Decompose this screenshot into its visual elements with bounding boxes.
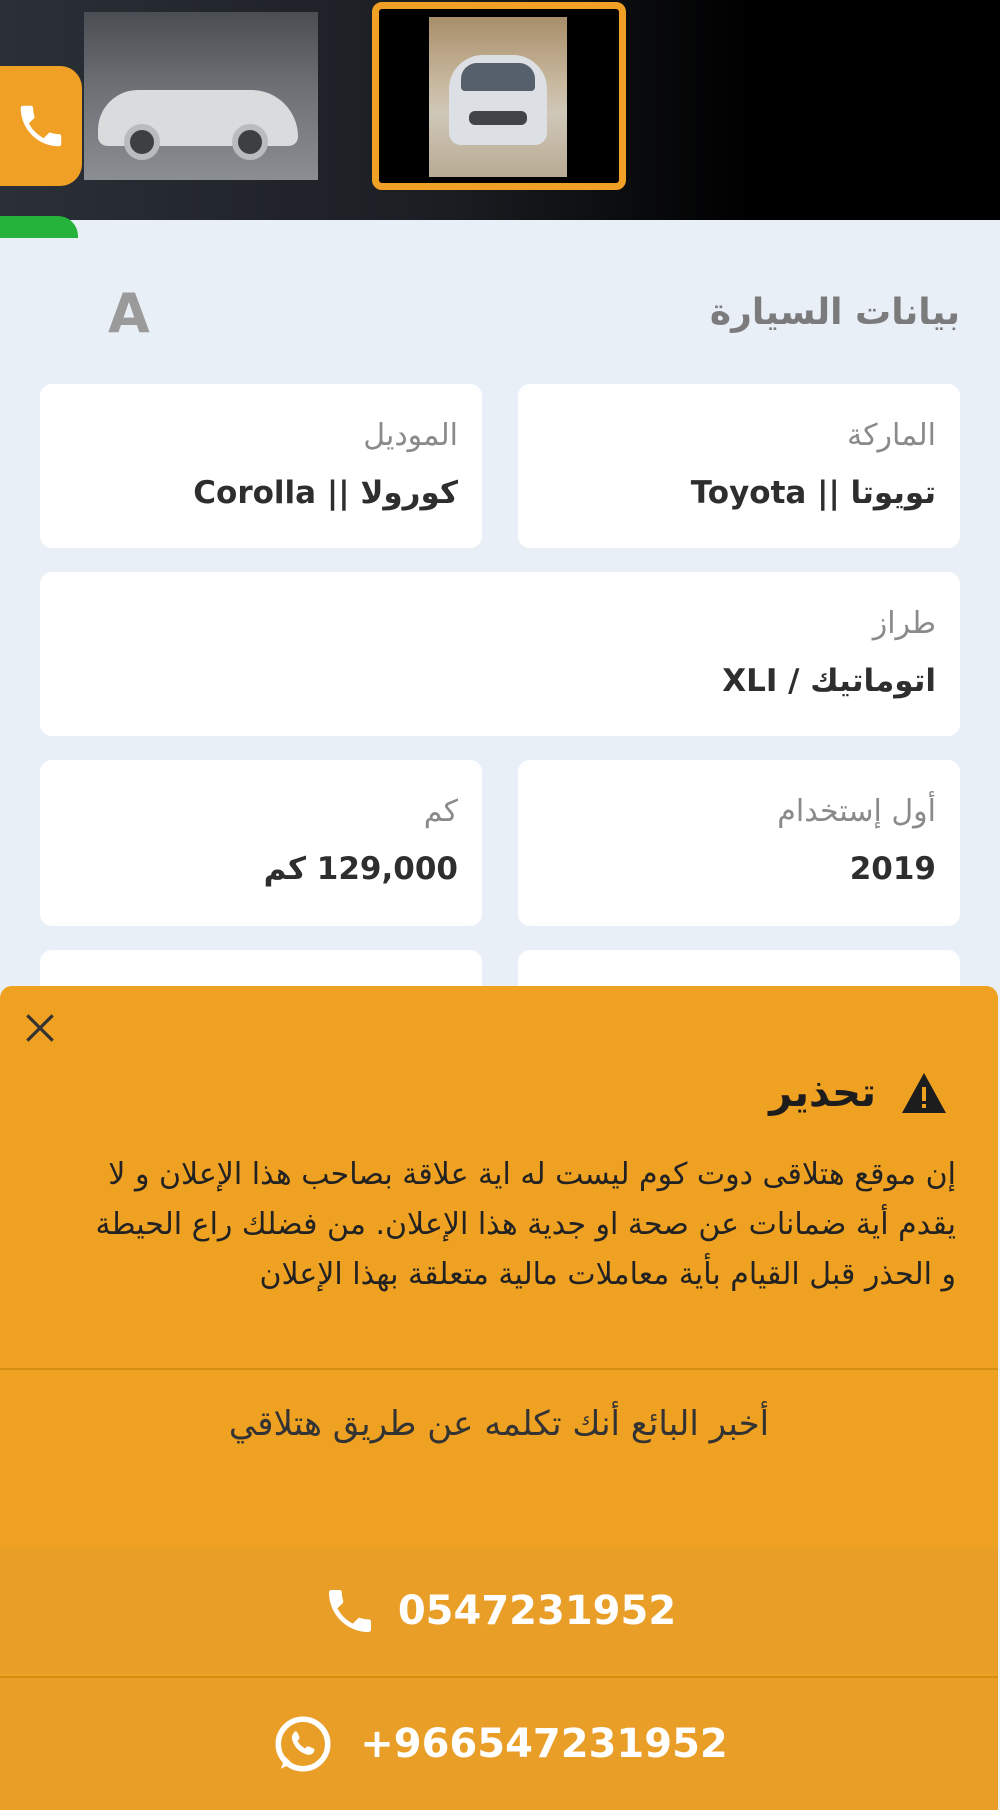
car-details-section <box>0 238 1000 998</box>
whatsapp-chat-button[interactable] <box>0 1676 998 1810</box>
first-use-label: أول إستخدام <box>777 794 936 829</box>
whatsapp-icon <box>270 1711 336 1777</box>
warning-sheet <box>0 986 998 1810</box>
trim-value: اتوماتيك / XLI <box>722 663 936 699</box>
phone-number: 0547231952 <box>397 1588 677 1634</box>
model-label: الموديل <box>363 418 458 453</box>
tell-seller-text: أخبر البائع أنك تكلمه عن طريق هتلاقي <box>228 1404 770 1444</box>
model-card <box>40 384 482 548</box>
trim-label: طراز <box>872 606 936 641</box>
brand-card <box>518 384 960 548</box>
warning-text: إن موقع هتلاقى دوت كوم ليست له اية علاقة بصاحب هذا الإعلان و لا يقدم أية ضمانات عن صحة او جدية هذا الإعلان. من فضلك راع الحيطة و الحذر قبل القيام بأية معاملات مالية متعلقة بهذا الإعلان <box>95 1157 956 1292</box>
mileage-label: كم <box>423 794 458 829</box>
phone-call-button[interactable] <box>0 1548 998 1674</box>
divider <box>0 1368 998 1370</box>
brand-value: تويوتا || Toyota <box>690 475 936 511</box>
car-front-image <box>429 17 567 177</box>
warning-title: تحذير <box>769 1070 876 1116</box>
close-icon <box>21 1009 59 1047</box>
brand-label: الماركة <box>847 418 936 453</box>
trim-card <box>40 572 960 736</box>
phone-icon <box>14 99 68 153</box>
call-button[interactable] <box>0 66 82 186</box>
car-side-image <box>98 90 298 146</box>
mileage-value: 129,000 كم <box>263 851 458 887</box>
gallery-thumbnail-front-selected[interactable] <box>372 2 626 190</box>
phone-icon <box>322 1583 378 1639</box>
model-value: كورولا || Corolla <box>193 475 458 511</box>
ads-mark: A <box>108 282 150 345</box>
warning-triangle-icon <box>900 1071 948 1115</box>
warning-header <box>769 1070 948 1116</box>
close-button[interactable] <box>18 1006 62 1050</box>
mileage-card <box>40 760 482 926</box>
photo-gallery <box>0 0 1000 220</box>
first-use-value: 2019 <box>849 851 936 887</box>
whatsapp-number: +966547231952 <box>360 1721 728 1767</box>
section-title: بيانات السيارة <box>709 292 960 333</box>
gallery-thumbnail-side[interactable] <box>84 12 318 180</box>
first-use-card <box>518 760 960 926</box>
